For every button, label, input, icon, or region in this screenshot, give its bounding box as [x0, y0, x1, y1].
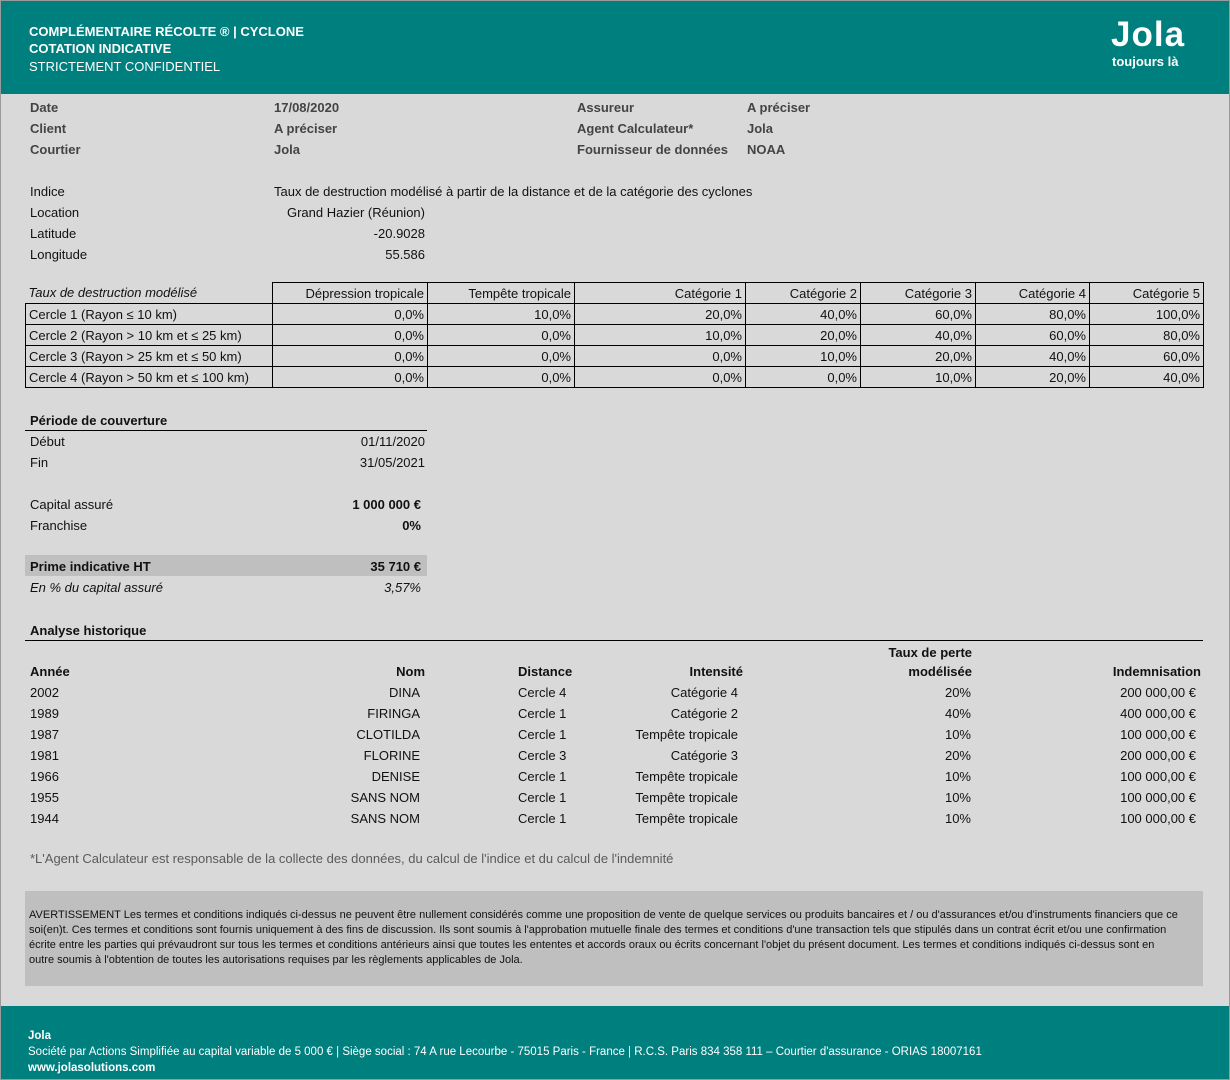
history-cell-distance: Cercle 1: [518, 811, 567, 826]
row-label: Cercle 3 (Rayon > 25 km et ≤ 50 km): [26, 346, 273, 367]
footer-company: Jola: [28, 1030, 52, 1042]
capital-value: 1 000 000 €: [352, 497, 421, 512]
disclaimer-text: AVERTISSEMENT Les termes et conditions indiqués ci-dessus ne peuvent être nullement considérés comme une proposition de vente de quelque services ou produits bancaires et / ou d'assurances et/ou d'instruments financiers que ce soi(en)t. Ces termes et conditions sont fournis uniquement à des fins de discussion. Ils sont soumis à l'approbation mutuelle finale des termes et conditions d'une transaction tels que stipulés dans un contrat écrit et/ou une confirmation écrite entre les parties qui prévaudront sur tous les termes et conditions antérieurs ainsi que toutes les ententes et accords oraux ou écrits concernant l'objet du présent document. Les termes et conditions indiqués ci-dessus sont en outre soumis à l'obtention de toutes les autorisations requises par les règlements applicables de Jola.: [29, 909, 1178, 966]
table-cell: 0,0%: [273, 367, 428, 388]
latitude-value: -20.9028: [373, 226, 425, 241]
col-indemnisation: Indemnisation: [1112, 664, 1201, 679]
table-cell: 20,0%: [861, 346, 976, 367]
history-cell-indemnisation: 200 000,00 €: [1120, 748, 1196, 763]
table-cell: 60,0%: [861, 304, 976, 325]
history-cell-annee: 1966: [30, 769, 59, 784]
history-cell-taux: 10%: [944, 790, 971, 805]
table-cell: 40,0%: [746, 304, 861, 325]
prime-value: 35 710 €: [370, 559, 421, 574]
coverage-divider: [25, 430, 427, 431]
history-cell-taux: 10%: [944, 769, 971, 784]
history-cell-annee: 2002: [30, 685, 59, 700]
col-annee: Année: [30, 664, 70, 679]
history-cell-nom: FLORINE: [363, 748, 420, 763]
history-cell-distance: Cercle 1: [518, 706, 567, 721]
footer-band: [1, 1006, 1229, 1079]
pct-value: 3,57%: [384, 580, 421, 595]
longitude-value: 55.586: [385, 247, 425, 262]
coverage-title: Période de couverture: [30, 413, 168, 428]
latitude-label: Latitude: [30, 226, 77, 241]
table-cell: 20,0%: [575, 304, 746, 325]
pct-label: En % du capital assuré: [30, 580, 163, 595]
table-cell: 0,0%: [428, 325, 575, 346]
agent-note: *L'Agent Calculateur est responsable de la collecte des données, du calcul de l'indice et du calcul de l'indemnité: [30, 851, 674, 866]
col-header: Tempête tropicale: [428, 283, 575, 304]
history-cell-taux: 10%: [944, 811, 971, 826]
history-cell-nom: DINA: [388, 685, 420, 700]
table-cell: 0,0%: [746, 367, 861, 388]
history-cell-taux: 10%: [944, 727, 971, 742]
table-cell: 40,0%: [976, 346, 1090, 367]
table-cell: 20,0%: [746, 325, 861, 346]
history-title: Analyse historique: [30, 623, 147, 638]
history-cell-intensite: Catégorie 4: [670, 685, 738, 700]
history-cell-nom: FIRINGA: [367, 706, 420, 721]
assureur-label: Assureur: [577, 100, 635, 115]
location-value: Grand Hazier (Réunion): [286, 205, 425, 220]
history-cell-taux: 40%: [944, 706, 971, 721]
table-row: [26, 367, 1204, 388]
agent-label: Agent Calculateur*: [577, 121, 694, 136]
courtier-value: Jola: [274, 142, 301, 157]
table-cell: 60,0%: [976, 325, 1090, 346]
footer-legal: Société par Actions Simplifiée au capital variable de 5 000 € | Siège social : 74 A rue Lecourbe - 75015 Paris - France | R.C.S. Paris 834 358 111 – Courtier d'assurance - ORIAS 18007161: [28, 1046, 982, 1058]
start-label: Début: [30, 434, 65, 449]
history-cell-indemnisation: 100 000,00 €: [1120, 811, 1196, 826]
table-corner-title: Taux de destruction modélisé: [26, 283, 273, 304]
end-label: Fin: [30, 455, 49, 470]
table-cell: 10,0%: [746, 346, 861, 367]
table-cell: 10,0%: [428, 304, 575, 325]
destruction-rate-table: [25, 282, 1204, 388]
col-taux-line2: modélisée: [908, 664, 972, 679]
row-label: Cercle 2 (Rayon > 10 km et ≤ 25 km): [26, 325, 273, 346]
row-label: Cercle 4 (Rayon > 50 km et ≤ 100 km): [26, 367, 273, 388]
history-cell-nom: SANS NOM: [350, 811, 420, 826]
history-divider: [25, 640, 1203, 641]
table-row: [26, 325, 1204, 346]
history-cell-distance: Cercle 1: [518, 769, 567, 784]
header-band: [1, 1, 1229, 94]
col-header: Catégorie 3: [861, 283, 976, 304]
table-cell: 0,0%: [273, 304, 428, 325]
history-cell-indemnisation: 100 000,00 €: [1120, 790, 1196, 805]
table-cell: 0,0%: [575, 367, 746, 388]
history-cell-distance: Cercle 3: [518, 748, 567, 763]
history-cell-annee: 1955: [30, 790, 59, 805]
courtier-label: Courtier: [30, 142, 81, 157]
table-cell: 0,0%: [428, 346, 575, 367]
col-header: Catégorie 1: [575, 283, 746, 304]
table-cell: 100,0%: [1090, 304, 1204, 325]
col-header: Catégorie 4: [976, 283, 1090, 304]
fournisseur-label: Fournisseur de données: [577, 142, 728, 157]
location-label: Location: [30, 205, 80, 220]
table-cell: 60,0%: [1090, 346, 1204, 367]
longitude-label: Longitude: [30, 247, 88, 262]
date-value: 17/08/2020: [274, 100, 340, 115]
history-cell-annee: 1944: [30, 811, 59, 826]
franchise-label: Franchise: [30, 518, 88, 533]
history-cell-intensite: Catégorie 3: [670, 748, 738, 763]
start-value: 01/11/2020: [360, 434, 425, 449]
history-cell-nom: DENISE: [371, 769, 420, 784]
history-cell-annee: 1989: [30, 706, 59, 721]
col-intensite: Intensité: [689, 664, 743, 679]
history-cell-annee: 1987: [30, 727, 59, 742]
jola-logo: Jola: [1111, 15, 1186, 54]
history-cell-indemnisation: 100 000,00 €: [1120, 727, 1196, 742]
table-cell: 80,0%: [976, 304, 1090, 325]
col-header: Catégorie 2: [746, 283, 861, 304]
product-title: COMPLÉMENTAIRE RÉCOLTE ® | CYCLONE: [29, 24, 304, 39]
fournisseur-value: NOAA: [747, 142, 786, 157]
history-cell-intensite: Tempête tropicale: [635, 727, 738, 742]
col-taux-line1: Taux de perte: [888, 645, 972, 660]
logo-tagline: toujours là: [1112, 54, 1179, 69]
history-cell-distance: Cercle 4: [518, 685, 567, 700]
end-value: 31/05/2021: [359, 455, 425, 470]
history-cell-annee: 1981: [30, 748, 59, 763]
col-header: Catégorie 5: [1090, 283, 1204, 304]
client-label: Client: [30, 121, 67, 136]
history-cell-indemnisation: 200 000,00 €: [1120, 685, 1196, 700]
history-cell-intensite: Tempête tropicale: [635, 790, 738, 805]
prime-label: Prime indicative HT: [30, 559, 151, 574]
history-cell-nom: CLOTILDA: [356, 727, 420, 742]
quote-type: COTATION INDICATIVE: [29, 41, 172, 56]
capital-label: Capital assuré: [30, 497, 114, 512]
table-cell: 80,0%: [1090, 325, 1204, 346]
table-row: [26, 304, 1204, 325]
history-cell-intensite: Tempête tropicale: [635, 811, 738, 826]
indice-label: Indice: [30, 184, 65, 199]
table-cell: 0,0%: [273, 346, 428, 367]
footer-website-link[interactable]: www.jolasolutions.com: [28, 1062, 156, 1074]
history-cell-nom: SANS NOM: [350, 790, 420, 805]
client-value: A préciser: [274, 121, 338, 136]
table-cell: 10,0%: [861, 367, 976, 388]
table-header-row: [26, 283, 1204, 304]
disclaimer-box: [25, 891, 1203, 986]
confidential-label: STRICTEMENT CONFIDENTIEL: [29, 59, 221, 74]
table-cell: 20,0%: [976, 367, 1090, 388]
table-cell: 40,0%: [861, 325, 976, 346]
table-row: [26, 346, 1204, 367]
history-cell-indemnisation: 400 000,00 €: [1120, 706, 1196, 721]
table-cell: 0,0%: [428, 367, 575, 388]
history-cell-intensite: Catégorie 2: [670, 706, 738, 721]
col-distance: Distance: [518, 664, 573, 679]
table-cell: 0,0%: [575, 346, 746, 367]
date-label: Date: [30, 100, 59, 115]
table-cell: 40,0%: [1090, 367, 1204, 388]
assureur-value: A préciser: [747, 100, 811, 115]
history-cell-taux: 20%: [944, 748, 971, 763]
table-cell: 10,0%: [575, 325, 746, 346]
table-cell: 0,0%: [273, 325, 428, 346]
col-nom: Nom: [396, 664, 425, 679]
indice-value: Taux de destruction modélisé à partir de la distance et de la catégorie des cyclones: [274, 184, 753, 199]
row-label: Cercle 1 (Rayon ≤ 10 km): [26, 304, 273, 325]
history-cell-indemnisation: 100 000,00 €: [1120, 769, 1196, 784]
col-header: Dépression tropicale: [273, 283, 428, 304]
agent-value: Jola: [747, 121, 774, 136]
history-cell-distance: Cercle 1: [518, 790, 567, 805]
history-cell-taux: 20%: [944, 685, 971, 700]
history-cell-distance: Cercle 1: [518, 727, 567, 742]
franchise-value: 0%: [402, 518, 421, 533]
history-cell-intensite: Tempête tropicale: [635, 769, 738, 784]
